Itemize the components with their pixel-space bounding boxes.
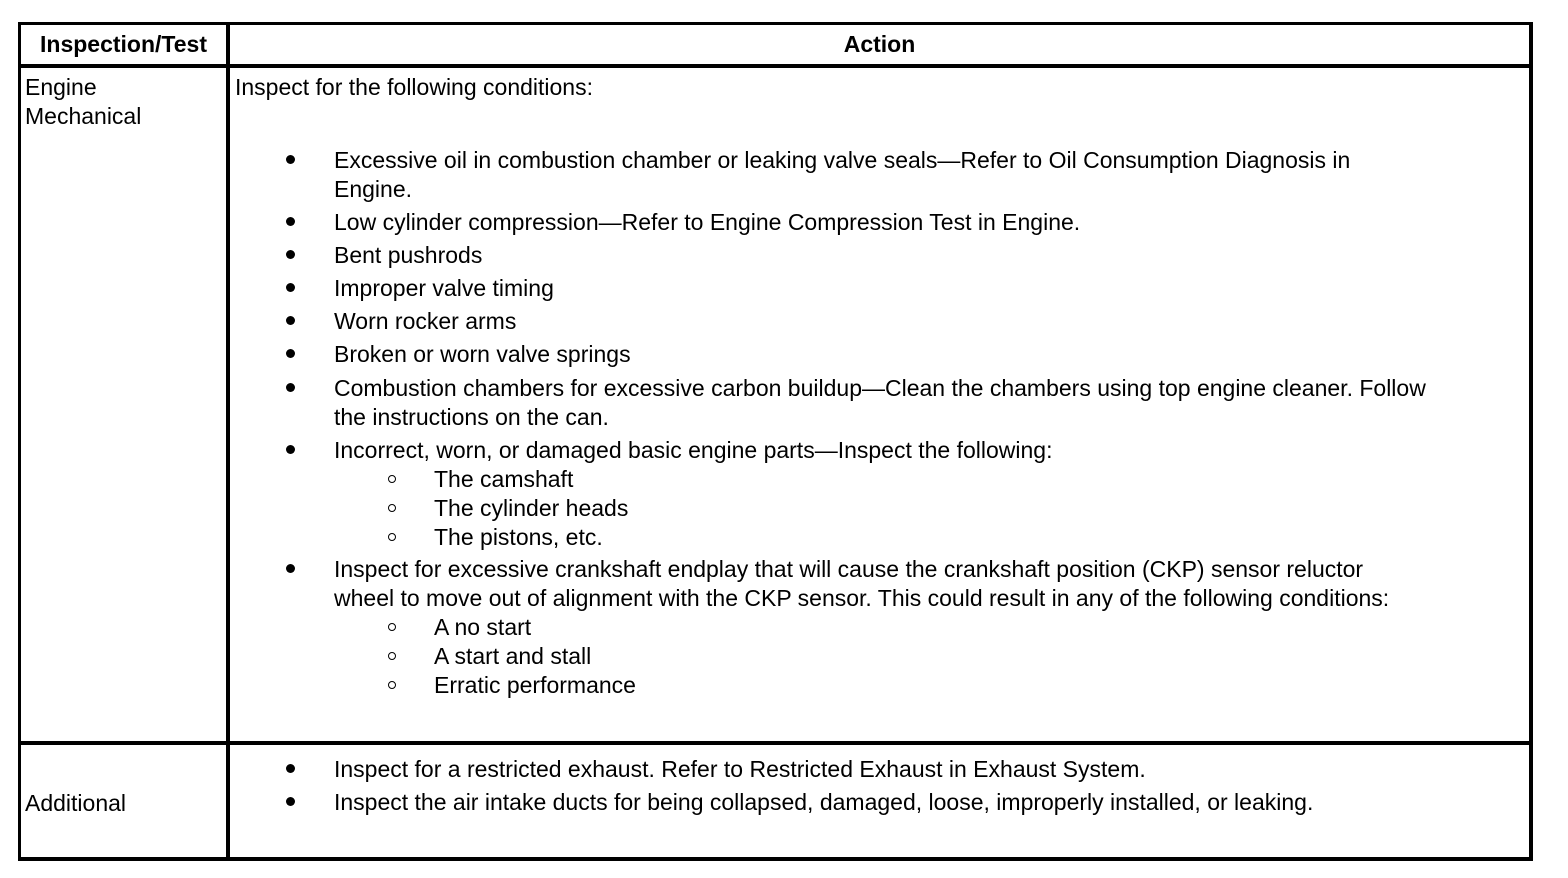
sub-bullet-icon: [388, 681, 396, 689]
sub-bullet-icon: [388, 475, 396, 483]
bullet-icon: [286, 155, 295, 164]
sub-list-item: A no start: [434, 614, 532, 640]
row-label: Additional: [25, 790, 127, 816]
list-item: Improper valve timing: [334, 275, 554, 301]
table-border-bottom: [18, 857, 1533, 861]
sub-bullet-icon: [388, 623, 396, 631]
bullet-icon: [286, 383, 295, 392]
row-divider: [18, 741, 1533, 745]
sub-list-item: The cylinder heads: [434, 495, 629, 521]
bullet-icon: [286, 764, 295, 773]
bullet-icon: [286, 316, 295, 325]
bullet-icon: [286, 217, 295, 226]
list-item-continued: wheel to move out of alignment with the CKP sensor. This could result in any of the following conditions:: [334, 585, 1390, 611]
list-item: Bent pushrods: [334, 242, 483, 268]
header-action: Action: [843, 31, 916, 57]
sub-list-item: The camshaft: [434, 466, 574, 492]
table-border-right: [1529, 22, 1533, 861]
list-item: Incorrect, worn, or damaged basic engine parts—Inspect the following:: [334, 437, 1053, 463]
list-item: Excessive oil in combustion chamber or leaking valve seals—Refer to Oil Consumption Diagnosis in: [334, 147, 1351, 173]
sub-list-item: Erratic performance: [434, 672, 636, 698]
sub-bullet-icon: [388, 504, 396, 512]
list-item: Worn rocker arms: [334, 308, 517, 334]
list-item: Broken or worn valve springs: [334, 341, 631, 367]
table-border-left: [18, 22, 21, 861]
column-divider: [226, 22, 230, 861]
sub-list-item: A start and stall: [434, 643, 592, 669]
list-item: Inspect for a restricted exhaust. Refer to Restricted Exhaust in Exhaust System.: [334, 756, 1146, 782]
header-inspection-test: Inspection/Test: [40, 31, 207, 57]
bullet-icon: [286, 349, 295, 358]
bullet-icon: [286, 250, 295, 259]
list-item-continued: Engine.: [334, 176, 413, 202]
sub-list-item: The pistons, etc.: [434, 524, 603, 550]
list-item: Inspect the air intake ducts for being collapsed, damaged, loose, improperly installed, or leaking.: [334, 789, 1314, 815]
action-intro: Inspect for the following conditions:: [235, 74, 593, 100]
bullet-icon: [286, 797, 295, 806]
bullet-icon: [286, 445, 295, 454]
list-item: Inspect for excessive crankshaft endplay that will cause the crankshaft position (CKP) sensor reluctor: [334, 556, 1364, 582]
bullet-icon: [286, 283, 295, 292]
list-item: Combustion chambers for excessive carbon buildup—Clean the chambers using top engine cleaner. Follow: [334, 375, 1426, 401]
list-item: Low cylinder compression—Refer to Engine Compression Test in Engine.: [334, 209, 1081, 235]
bullet-icon: [286, 564, 295, 573]
sub-bullet-icon: [388, 533, 396, 541]
list-item-continued: the instructions on the can.: [334, 404, 609, 430]
row-label-line: Mechanical: [25, 103, 142, 129]
sub-bullet-icon: [388, 652, 396, 660]
row-label-line: Engine: [25, 74, 97, 100]
